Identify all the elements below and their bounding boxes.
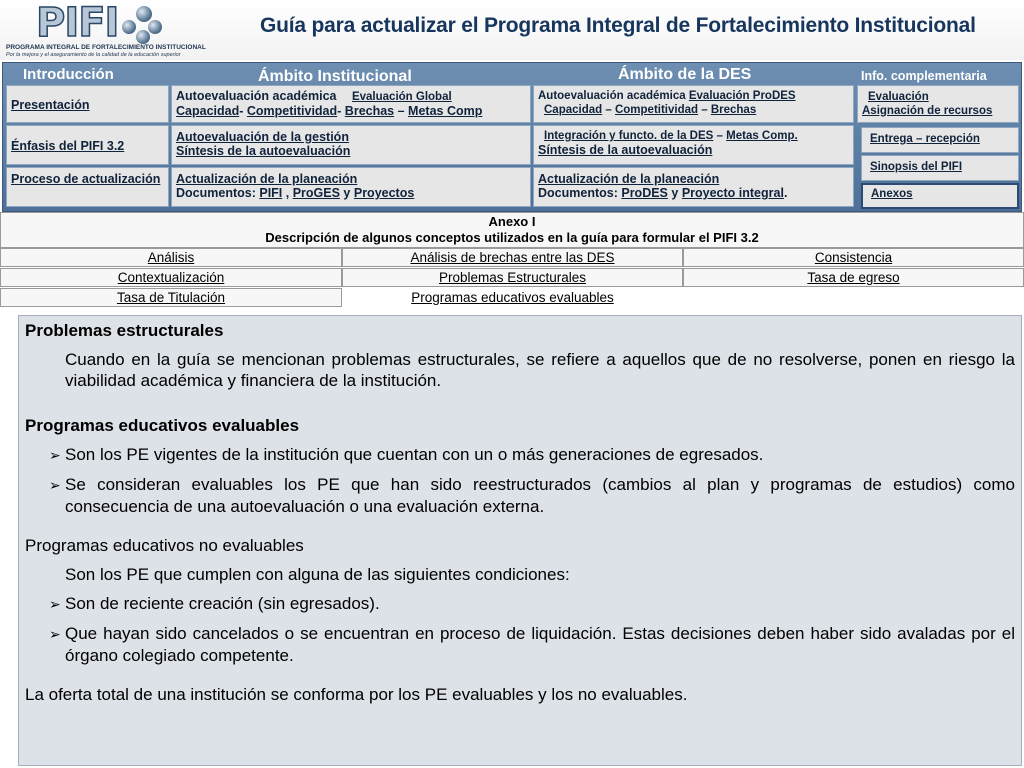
link-entrega-recepcion[interactable]: Entrega – recepción bbox=[870, 133, 980, 145]
link-des-capacidad[interactable]: Capacidad bbox=[544, 104, 603, 116]
bullet-item bbox=[25, 623, 1015, 666]
navigation-panel bbox=[2, 62, 1022, 212]
paragraph-condiciones: Son los PE que cumplen con alguna de las siguientes condiciones: bbox=[65, 565, 570, 584]
bullet-item bbox=[25, 444, 1015, 466]
anexo-link-cell[interactable] bbox=[0, 288, 342, 307]
link-proyecto-integral[interactable]: Proyecto integral bbox=[681, 186, 784, 200]
link-des-actualizacion-planeacion[interactable]: Actualización de la planeación bbox=[538, 172, 720, 186]
label-documentos: Documentos: bbox=[176, 186, 256, 200]
nav-header-info-complementaria[interactable]: Info. complementaria bbox=[861, 69, 987, 83]
link-sinopsis-pifi[interactable]: Sinopsis del PIFI bbox=[870, 161, 963, 173]
link-proyectos[interactable]: Proyectos bbox=[353, 186, 415, 200]
link-prodes[interactable]: ProDES bbox=[621, 186, 668, 200]
pifi-logo bbox=[4, 2, 204, 58]
arrow-bullet-icon: ➢ bbox=[49, 447, 61, 463]
link-integracion-des[interactable]: Integración y functo. de la DES bbox=[544, 130, 714, 142]
arrow-bullet-icon: ➢ bbox=[49, 596, 61, 612]
paragraph-problemas-estructurales: Cuando en la guía se mencionan problemas estructurales, se refiere a aquellos que de no resolverse, ponen en riesgo la viabilidad académica y financiera de la institución. bbox=[65, 350, 1015, 390]
link-sintesis-autoevaluacion[interactable]: Síntesis de la autoevaluación bbox=[176, 144, 351, 158]
anexo-link-cell[interactable] bbox=[342, 248, 683, 267]
link-capacidad[interactable]: Capacidad bbox=[176, 104, 240, 118]
nav-des-integracion: Integración y functo. de la DES – Metas Comp. Síntesis de la autoevaluación bbox=[533, 125, 854, 165]
link-proceso-actualizacion[interactable]: Proceso de actualización bbox=[11, 172, 161, 186]
anexo-link-cell[interactable] bbox=[342, 268, 683, 287]
bullet-item bbox=[25, 474, 1015, 517]
nav-item-presentacion[interactable] bbox=[6, 85, 169, 123]
nav-item-proceso[interactable] bbox=[6, 167, 169, 207]
page-title: Guía para actualizar el Programa Integral de Fortalecimiento Institucional bbox=[260, 14, 976, 37]
bullet-text: Son los PE vigentes de la institución que cuentan con un o más generaciones de egresados. bbox=[65, 445, 764, 464]
nav-info-entrega[interactable] bbox=[861, 127, 1019, 153]
label-des-documentos: Documentos: bbox=[538, 186, 618, 200]
link-competitividad[interactable]: Competitividad bbox=[246, 104, 338, 118]
nav-info-anexos[interactable] bbox=[861, 183, 1019, 209]
anexo-link-brechas-des[interactable]: Análisis de brechas entre las DES bbox=[410, 250, 615, 265]
nav-header-ambito-des[interactable]: Ámbito de la DES bbox=[618, 66, 752, 83]
link-autoevaluacion-gestion[interactable]: Autoevaluación de la gestión bbox=[176, 130, 349, 144]
nav-info-sinopsis[interactable] bbox=[861, 155, 1019, 181]
heading-problemas-estructurales: Problemas estructurales bbox=[25, 321, 224, 340]
anexo-link-cell[interactable] bbox=[0, 248, 342, 267]
nav-header-introduccion[interactable]: Introducción bbox=[23, 66, 114, 83]
link-brechas[interactable]: Brechas bbox=[344, 104, 395, 118]
nav-inst-autoevaluacion: Autoevaluación académica Evaluación Global Capacidad- Competitividad- Brechas – Metas Comp bbox=[171, 85, 531, 123]
anexo-link-tasa-egreso[interactable]: Tasa de egreso bbox=[807, 270, 900, 285]
nav-inst-gestion bbox=[171, 125, 531, 165]
anexo-title: Anexo I bbox=[488, 214, 536, 229]
link-enfasis[interactable]: Énfasis del PIFI 3.2 bbox=[11, 139, 125, 153]
bullet-text: Que hayan sido cancelados o se encuentran en proceso de liquidación. Estas decisiones deben haber sido avaladas por el órgano colegiado competente. bbox=[65, 624, 1015, 665]
link-actualizacion-planeacion[interactable]: Actualización de la planeación bbox=[176, 172, 358, 186]
link-des-sintesis[interactable]: Síntesis de la autoevaluación bbox=[538, 143, 713, 157]
paragraph-oferta-total: La oferta total de una institución se conforma por los PE evaluables y los no evaluables. bbox=[25, 685, 688, 704]
heading-programas-evaluables: Programas educativos evaluables bbox=[25, 416, 300, 435]
content-panel bbox=[18, 315, 1022, 766]
logo-dots-icon bbox=[122, 6, 166, 46]
anexo-subtitle: Descripción de algunos conceptos utilizados en la guía para formular el PIFI 3.2 bbox=[265, 230, 759, 245]
arrow-bullet-icon: ➢ bbox=[49, 626, 61, 642]
logo-word: PIFI bbox=[36, 0, 119, 46]
arrow-bullet-icon: ➢ bbox=[49, 477, 61, 493]
bullet-text: Se consideran evaluables los PE que han sido reestructurados (cambios al plan y programas de estudios) como consecuencia de una autoevaluación o una evaluación externa. bbox=[65, 475, 1015, 516]
nav-des-planeacion: Actualización de la planeación Documentos: ProDES y Proyecto integral. bbox=[533, 167, 854, 207]
anexo-header bbox=[0, 212, 1024, 248]
link-proges[interactable]: ProGES bbox=[292, 186, 340, 200]
label-autoevaluacion-academica: Autoevaluación académica bbox=[176, 89, 337, 103]
link-des-metas-comp[interactable]: Metas Comp. bbox=[726, 130, 798, 142]
logo-subtitle: PROGRAMA INTEGRAL DE FORTALECIMIENTO INSTITUCIONAL bbox=[6, 44, 206, 51]
link-metas-comp[interactable]: Metas Comp bbox=[408, 104, 483, 118]
anexo-link-cell[interactable] bbox=[683, 248, 1024, 267]
nav-header-ambito-institucional[interactable]: Ámbito Institucional bbox=[258, 68, 412, 85]
anexo-link-cell[interactable] bbox=[342, 288, 683, 307]
heading-programas-no-evaluables: Programas educativos no evaluables bbox=[25, 536, 304, 555]
anexo-link-analisis[interactable]: Análisis bbox=[147, 250, 195, 265]
link-asignacion-recursos[interactable]: Asignación de recursos bbox=[862, 105, 993, 117]
anexo-link-cell[interactable] bbox=[683, 268, 1024, 287]
link-evaluacion-global[interactable]: Evaluación Global bbox=[351, 91, 452, 103]
nav-info-evaluacion bbox=[857, 85, 1019, 123]
nav-inst-planeacion: Actualización de la planeación Documentos: PIFI , ProGES y Proyectos bbox=[171, 167, 531, 207]
link-pifi[interactable]: PIFI bbox=[259, 186, 283, 200]
link-presentacion[interactable]: Presentación bbox=[11, 98, 90, 112]
bullet-text: Son de reciente creación (sin egresados). bbox=[65, 594, 380, 613]
nav-item-enfasis[interactable] bbox=[6, 125, 169, 165]
header bbox=[0, 0, 1024, 60]
link-evaluacion-prodes[interactable]: Evaluación ProDES bbox=[688, 90, 796, 102]
nav-des-autoevaluacion: Autoevaluación académica Evaluación ProDES Capacidad – Competitividad – Brechas bbox=[533, 85, 854, 123]
label-des-autoevaluacion: Autoevaluación académica bbox=[538, 90, 686, 102]
link-des-brechas[interactable]: Brechas bbox=[710, 104, 757, 116]
link-evaluacion[interactable]: Evaluación bbox=[868, 91, 929, 103]
anexo-link-consistencia[interactable]: Consistencia bbox=[814, 250, 893, 265]
link-des-competitividad[interactable]: Competitividad bbox=[614, 104, 699, 116]
anexo-link-programas-evaluables[interactable]: Programas educativos evaluables bbox=[411, 290, 614, 305]
bullet-item bbox=[25, 593, 1015, 615]
anexo-link-problemas-estructurales[interactable]: Problemas Estructurales bbox=[438, 270, 587, 285]
logo-slogan: Por la mejora y el aseguramiento de la calidad de la educación superior bbox=[6, 52, 181, 58]
anexo-link-cell[interactable] bbox=[0, 268, 342, 287]
anexo-link-tasa-titulacion[interactable]: Tasa de Titulación bbox=[116, 290, 226, 305]
anexo-link-contextualizacion[interactable]: Contextualización bbox=[117, 270, 225, 285]
link-anexos[interactable]: Anexos bbox=[871, 188, 913, 200]
